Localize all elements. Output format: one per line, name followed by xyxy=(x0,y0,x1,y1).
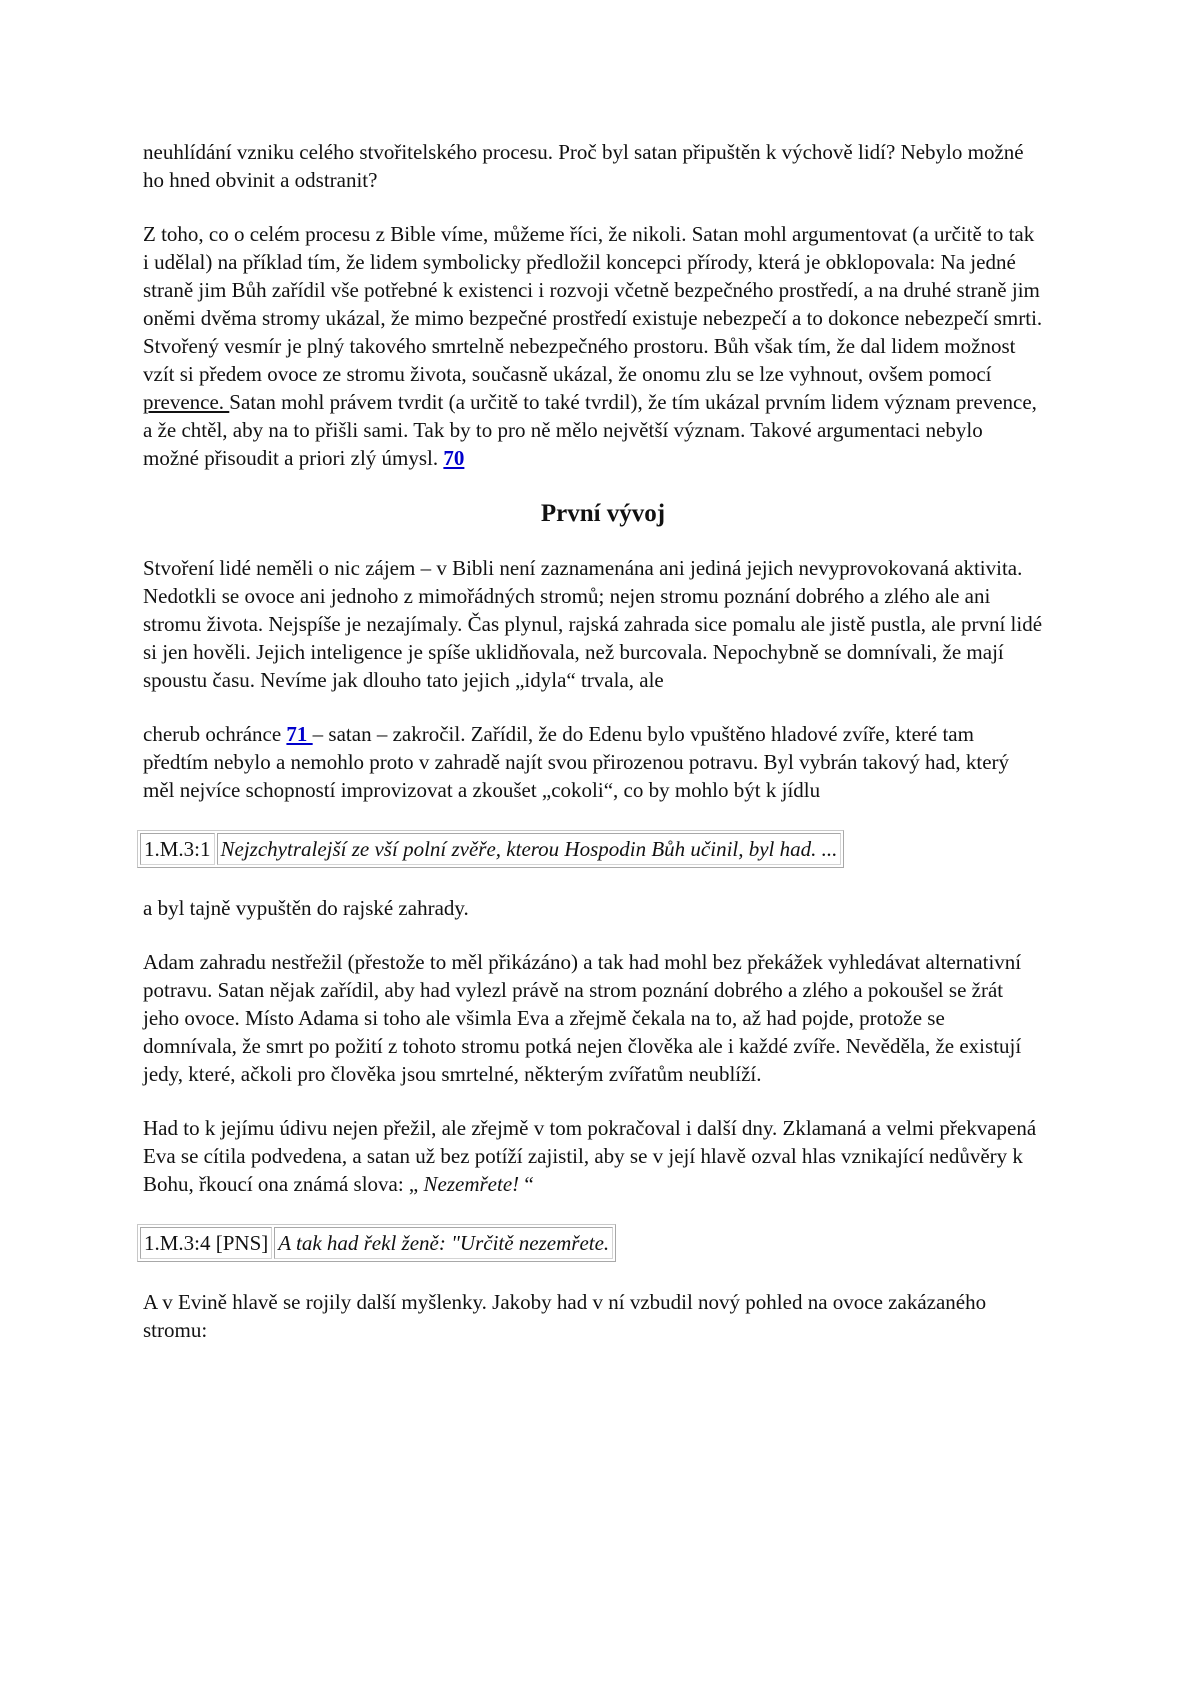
paragraph-text: neuhlídání vzniku celého stvořitelského procesu. Proč byl satan připuštěn k výchově lidí? Nebylo možné ho hned obvinit a odstranit? xyxy=(143,140,1024,192)
underlined-word-prevence: prevence. xyxy=(143,390,230,414)
verse-row xyxy=(140,1227,613,1259)
paragraph-argument xyxy=(143,220,1043,472)
verse-reference: 1.M.3:4 [PNS] xyxy=(140,1227,272,1259)
paragraph-text: Had to k jejímu údivu nejen přežil, ale zřejmě v tom pokračoval i další dny. Zklamaná a velmi překvapená Eva se cítila podvedena, a satan už bez potíží zajistil, aby se v její hlavě ozval hlas vznikající nedůvěry k Bohu, řkoucí ona známá slova: „ xyxy=(143,1116,1037,1196)
verse-row xyxy=(140,833,841,865)
paragraph-release xyxy=(143,894,1043,922)
verse-reference: 1.M.3:1 xyxy=(140,833,215,865)
paragraph-text: Adam zahradu nestřežil (přestože to měl přikázáno) a tak had mohl bez překážek vyhledávat alternativní potravu. Satan nějak zařídil, aby had vylezl právě na strom poznání dobrého a zlého a pokoušel se žrát jeho ovoce. Místo Adama si toho ale všimla Eva a zřejmě čekala na to, až had pojde, protože se domnívala, že smrt po požití z tohoto stromu potká nejen člověka ale i každé zvíře. Nevěděla, že existují jedy, které, ačkoli pro člověka jsou smrtelné, některým zvířatům neublíží. xyxy=(143,950,1022,1086)
paragraph-text: a byl tajně vypuštěn do rajské zahrady. xyxy=(143,896,469,920)
footnote-link-71[interactable]: 71 xyxy=(286,722,313,746)
paragraph-text: Z toho, co o celém procesu z Bible víme, můžeme říci, že nikoli. Satan mohl argumentovat (a určitě to tak i udělal) na příklad tím, že lidem symbolicky předložil koncepci přírody, která je obklopovala: Na jedné straně jim Bůh zařídil vše potřebné k existenci i rozvoji včetně bezpečného prostředí, a na druhé straně jim oněmi dvěma stromy ukázal, že mimo bezpečné prostředí existuje nebezpečí a to dokonce nebezpečí smrti. Stvořený vesmír je plný takového smrtelně nebezpečného prostoru. Bůh však tím, že dal lidem možnost vzít si předem ovoce ze stromu života, současně ukázal, že onomu zlu se lze vyhnout, ovšem pomocí xyxy=(143,222,1043,386)
italic-quote: Nezemřete! xyxy=(423,1172,520,1196)
paragraph-eve-thoughts xyxy=(143,1288,1043,1344)
paragraph-text: – satan – zakročil. Zařídil, že do Edenu bylo vpuštěno hladové zvíře, které tam předtím nebylo a nemohlo proto v zahradě najít svou přirozenou potravu. Byl vybrán takový had, který měl nejvíce schopností improvizovat a zkoušet „cokoli“, co by mohlo být k jídlu xyxy=(143,722,1010,802)
paragraph-adam xyxy=(143,948,1043,1088)
paragraph-first-development xyxy=(143,554,1043,694)
paragraph-text: Satan mohl právem tvrdit (a určitě to také tvrdil), že tím ukázal prvním lidem význam prevence, a že chtěl, aby na to přišli sami. Tak by to pro ně mělo největší význam. Takové argumentaci nebylo možné přisoudit a priori zlý úmysl. xyxy=(143,390,1037,470)
section-heading: První vývoj xyxy=(540,500,666,527)
paragraph-snake-survived xyxy=(143,1114,1043,1198)
paragraph-text: A v Evině hlavě se rojily další myšlenky. Jakoby had v ní vzbudil nový pohled na ovoce zakázaného stromu: xyxy=(143,1290,987,1342)
verse-quote-table xyxy=(137,1224,616,1262)
verse-quote-table xyxy=(137,830,844,868)
document-page xyxy=(143,138,1043,1370)
paragraph-text: Stvoření lidé neměli o nic zájem – v Bibli není zaznamenána ani jediná jejich nevyprovokovaná aktivita. Nedotkli se ovoce ani jednoho z mimořádných stromů; nejen stromu poznání dobrého a zlého ale ani stromu života. Nejspíše je nezajímaly. Čas plynul, rajská zahrada sice pomalu ale jistě pustla, ale první lidé si jen hověli. Jejich inteligence je spíše uklidňovala, než burcovala. Nepochybně se domnívali, že mají spoustu času. Nevíme jak dlouho tato jejich „idyla“ trvala, ale xyxy=(143,556,1043,692)
paragraph-intro xyxy=(143,138,1043,194)
footnote-link-70[interactable]: 70 xyxy=(443,446,465,470)
verse-text: Nejzchytralejší ze vší polní zvěře, kterou Hospodin Bůh učinil, byl had. ... xyxy=(217,833,842,865)
paragraph-text: cherub ochránce xyxy=(143,722,287,746)
verse-text: A tak had řekl ženě: "Určitě nezemřete. xyxy=(274,1227,613,1259)
paragraph-cherub xyxy=(143,720,1043,804)
paragraph-text: “ xyxy=(519,1172,534,1196)
